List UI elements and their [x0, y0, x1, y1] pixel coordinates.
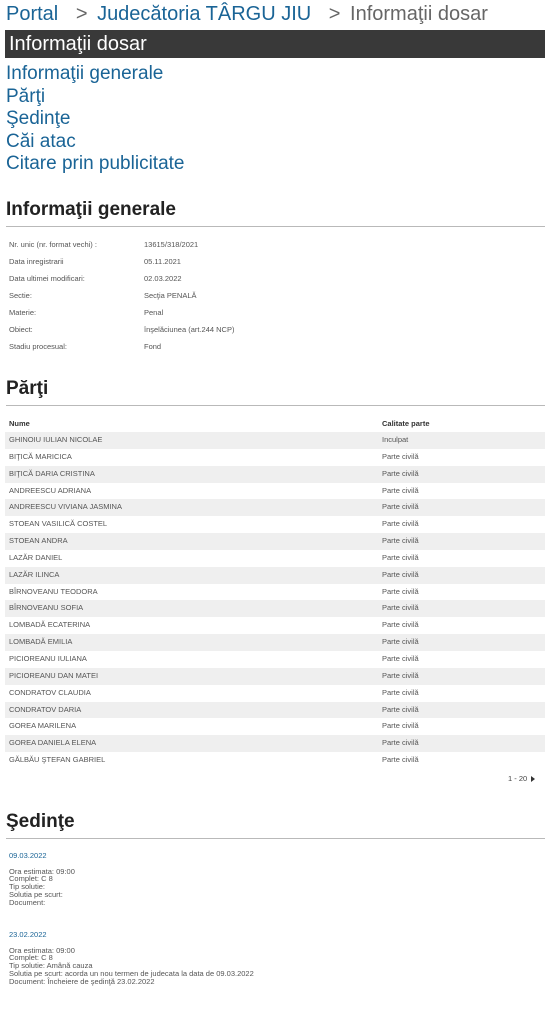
party-name: STOEAN VASILICĂ COSTEL: [9, 519, 108, 529]
parti-table: [5, 416, 545, 769]
general-info-list: [9, 236, 539, 355]
party-role: Parte civilă: [382, 620, 419, 630]
breadcrumb-court-link[interactable]: Judecătoria TÂRGU JIU: [97, 3, 312, 25]
nav-link-sedinte[interactable]: Şedinţe: [6, 108, 71, 129]
breadcrumb-portal-link[interactable]: Portal: [6, 3, 59, 25]
table-row: [5, 466, 545, 483]
column-header-name: Nume: [9, 419, 30, 428]
sedinta-document: Document:: [9, 897, 46, 907]
party-role: Parte civilă: [382, 485, 419, 495]
table-row: [5, 651, 545, 668]
party-name: GĂLBĂU ŞTEFAN GABRIEL: [9, 755, 106, 765]
info-label: Obiect:: [9, 325, 33, 334]
party-role: Parte civilă: [382, 653, 419, 663]
info-label: Materie:: [9, 308, 37, 317]
party-name: ANDREESCU ADRIANA: [9, 485, 92, 495]
info-value: 13615/318/2021: [144, 240, 199, 249]
nav-link-cai-atac[interactable]: Căi atac: [6, 130, 76, 152]
sedinta-ora: Ora estimata: 09:00: [9, 866, 75, 876]
table-row: [5, 702, 545, 719]
party-role: Inculpat: [382, 435, 409, 444]
info-value: Fond: [144, 342, 162, 351]
party-role: Parte civilă: [382, 468, 419, 478]
party-name: BÎRNOVEANU SOFIA: [9, 603, 84, 613]
sedinta-tip-solutie: Tip solutie:: [9, 882, 45, 892]
party-role: Parte civilă: [382, 687, 419, 697]
party-name: BIŢICĂ MARICICA: [9, 451, 72, 461]
party-name: GOREA MARILENA: [9, 721, 77, 731]
info-row: [9, 236, 539, 253]
info-row: [9, 270, 539, 287]
party-role: Parte civilă: [382, 502, 419, 512]
nav-link-informatii-generale[interactable]: Informaţii generale: [6, 63, 164, 84]
sedinta-item: [9, 931, 539, 985]
table-row: [5, 516, 545, 533]
party-role: Parte civilă: [382, 603, 419, 613]
party-name: LAZĂR DANIEL: [9, 552, 63, 562]
info-value: înşelăciunea (art.244 NCP): [144, 325, 235, 334]
table-row: [5, 584, 545, 601]
party-name: CONDRATOV CLAUDIA: [9, 687, 91, 697]
column-header-role: Calitate parte: [382, 419, 430, 428]
sedinta-document-link[interactable]: Document: Încheiere de şedinţă 23.02.2022: [9, 976, 155, 986]
section-heading-sedinte: Şedinţe: [6, 810, 545, 839]
table-row: [5, 499, 545, 516]
info-label: Stadiu procesual:: [9, 342, 67, 351]
nav-link-citare[interactable]: Citare prin publicitate: [6, 153, 185, 174]
table-row: [5, 567, 545, 584]
party-role: Parte civilă: [382, 536, 419, 546]
sedinta-solutie: Solutia pe scurt:: [9, 889, 63, 899]
info-value: Secţia PENALĂ: [144, 291, 197, 300]
info-row: [9, 287, 539, 304]
table-row: [5, 668, 545, 685]
party-name: GHINOIU IULIAN NICOLAE: [9, 435, 103, 444]
party-name: STOEAN ANDRA: [9, 536, 68, 546]
table-row: [5, 432, 545, 449]
info-label: Data ultimei modificari:: [9, 274, 85, 283]
party-name: LAZĂR ILINCA: [9, 569, 60, 579]
party-name: LOMBADĂ ECATERINA: [9, 620, 91, 630]
info-label: Nr. unic (nr. format vechi) :: [9, 240, 97, 249]
party-role: Parte civilă: [382, 721, 419, 731]
sedinta-complet: Complet: C 8: [9, 874, 53, 884]
party-name: ANDREESCU VIVIANA JASMINA: [9, 502, 122, 512]
party-name: BIŢICĂ DARIA CRISTINA: [9, 468, 95, 478]
info-row: [9, 321, 539, 338]
party-name: BÎRNOVEANU TEODORA: [9, 586, 98, 596]
party-name: PICIOREANU DAN MATEI: [9, 670, 99, 680]
party-role: Parte civilă: [382, 755, 419, 765]
party-role: Parte civilă: [382, 586, 419, 596]
party-role: Parte civilă: [382, 569, 419, 579]
info-row: [9, 338, 539, 355]
sedinta-complet: Complet: C 8: [9, 953, 53, 963]
party-name: LOMBADĂ EMILIA: [9, 637, 73, 647]
pagination: [508, 774, 535, 783]
info-row: [9, 253, 539, 270]
table-row: [5, 533, 545, 550]
table-row: [5, 449, 545, 466]
party-role: Parte civilă: [382, 704, 419, 714]
info-label: Sectie:: [9, 291, 32, 300]
pagination-range: 1 - 20: [508, 774, 528, 783]
info-label: Data inregistrarii: [9, 257, 64, 266]
table-row: [5, 718, 545, 735]
table-row: [5, 634, 545, 651]
party-role: Parte civilă: [382, 451, 419, 461]
party-role: Parte civilă: [382, 738, 419, 748]
info-row: [9, 304, 539, 321]
breadcrumb-separator: >: [75, 3, 88, 25]
breadcrumb: [6, 2, 488, 26]
party-name: GOREA DANIELA ELENA: [9, 738, 97, 748]
sedinta-item: [9, 852, 539, 906]
info-value: 02.03.2022: [144, 274, 182, 283]
info-value: 05.11.2021: [144, 257, 181, 266]
parti-table-header: [5, 416, 545, 432]
sedinta-tip-solutie: Tip solutie: Amână cauza: [9, 961, 93, 971]
table-row: [5, 685, 545, 702]
table-row: [5, 617, 545, 634]
info-value: Penal: [144, 308, 164, 317]
next-page-icon[interactable]: [531, 776, 535, 782]
sedinta-date: 23.02.2022: [9, 930, 47, 939]
party-name: PICIOREANU IULIANA: [9, 653, 87, 663]
table-row: [5, 752, 545, 769]
sedinta-date: 09.03.2022: [9, 851, 47, 860]
party-role: Parte civilă: [382, 637, 419, 647]
sedinta-solutie: Solutia pe scurt: acorda un nou termen de judecata la data de 09.03.2022: [9, 968, 254, 978]
sedinta-ora: Ora estimata: 09:00: [9, 945, 75, 955]
table-row: [5, 483, 545, 500]
breadcrumb-current: Informaţii dosar: [350, 3, 488, 25]
breadcrumb-separator: >: [328, 3, 341, 25]
party-name: CONDRATOV DARIA: [9, 704, 82, 714]
table-row: [5, 550, 545, 567]
page-title: Informaţii dosar: [5, 30, 545, 58]
table-row: [5, 600, 545, 617]
table-row: [5, 735, 545, 752]
section-nav: [6, 63, 184, 176]
party-role: Parte civilă: [382, 552, 419, 562]
party-role: Parte civilă: [382, 519, 419, 529]
section-heading-general: Informaţii generale: [6, 198, 545, 227]
section-heading-parti: Părţi: [6, 377, 545, 406]
nav-link-parti[interactable]: Părţi: [6, 85, 46, 107]
party-role: Parte civilă: [382, 670, 419, 680]
